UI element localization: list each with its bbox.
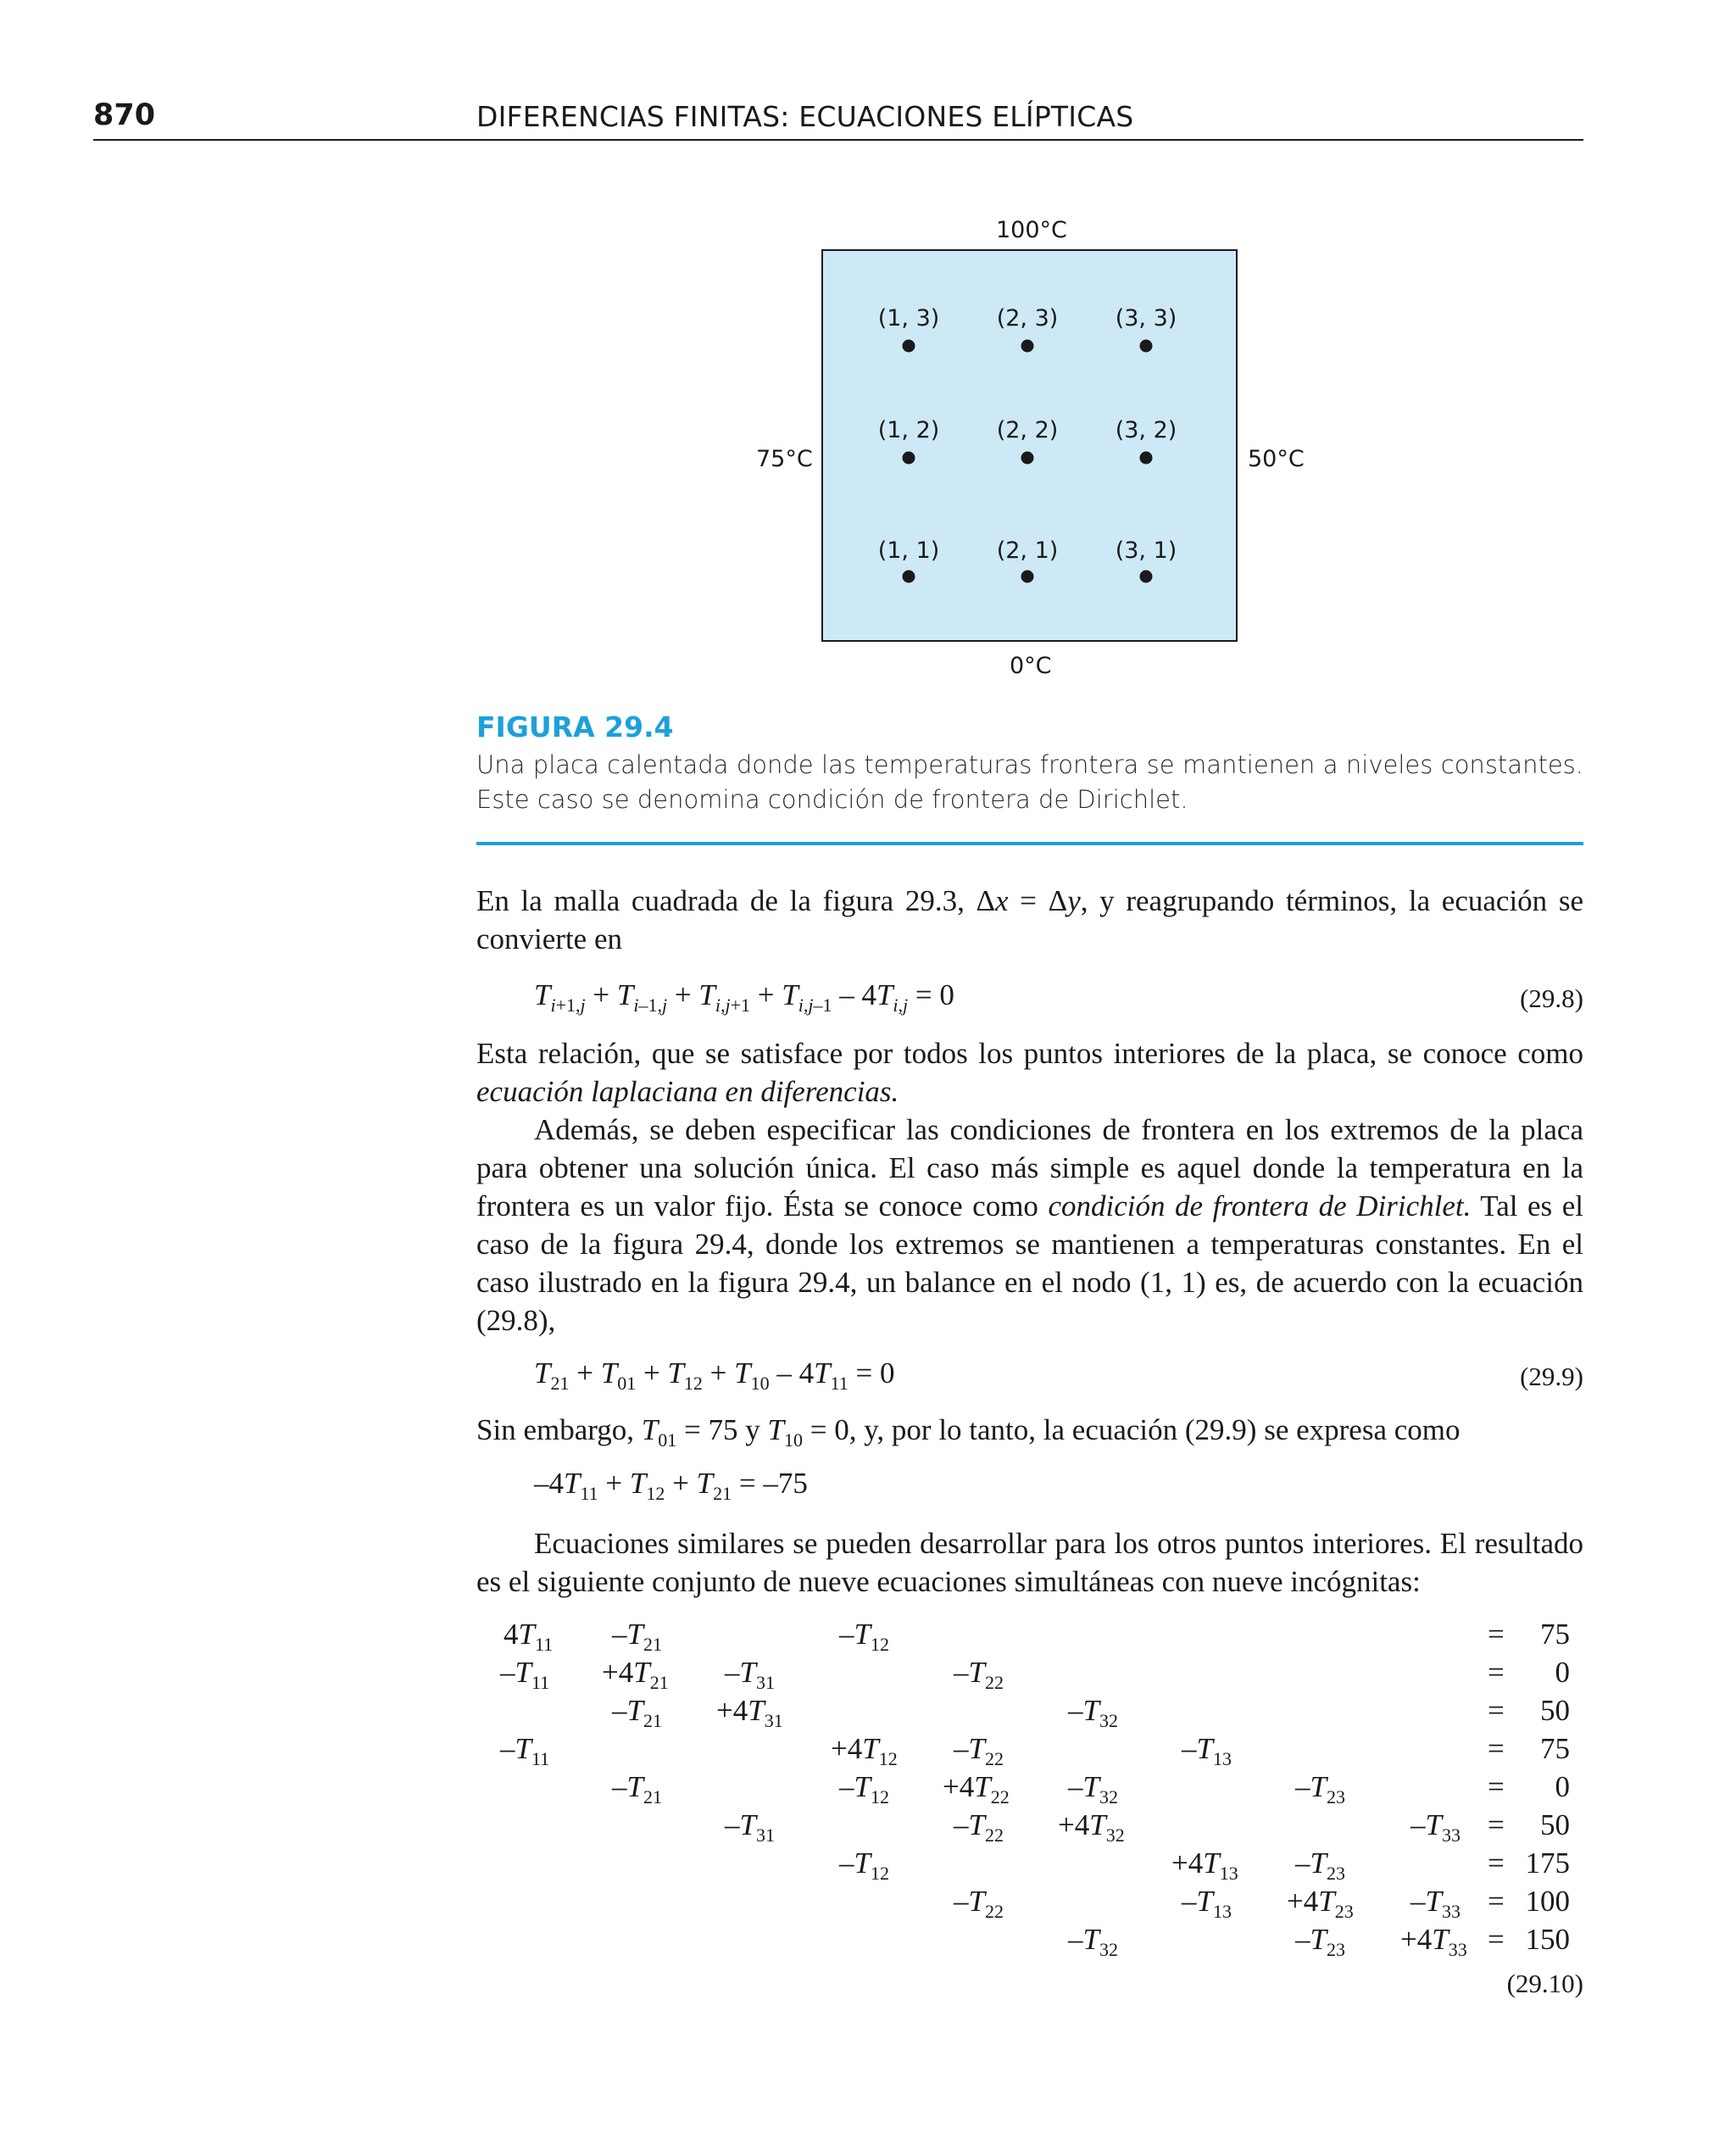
equals-sign: = [1488,1732,1505,1765]
rhs-value: 150 [1525,1923,1570,1956]
equation-number-29-9: (29.9) [1520,1362,1583,1391]
system-term: $-T_{13}$ [1182,1885,1232,1922]
node-label-3-2: (3, 2) [1115,417,1177,443]
system-term: $+4T_{21}$ [602,1656,669,1693]
system-term: $-T_{21}$ [612,1770,662,1807]
equation-number-29-8: (29.8) [1520,983,1583,1013]
rhs-value: 0 [1555,1656,1570,1689]
system-term: $+4T_{12}$ [831,1732,898,1769]
bottom-boundary-label: 0°C [1010,653,1052,679]
system-term: $-T_{31}$ [725,1656,775,1693]
system-term: $-T_{31}$ [725,1808,775,1846]
caption-divider [476,842,1583,845]
system-term: $-T_{12}$ [839,1846,889,1884]
system-term: $-T_{21}$ [612,1618,662,1655]
equation-number-29-10: (29.10) [1506,1969,1583,1998]
system-term: $-T_{23}$ [1295,1770,1345,1807]
node-dot [1140,452,1153,465]
equals-sign: = [1488,1618,1505,1651]
system-term: $-T_{12}$ [839,1770,889,1807]
equals-sign: = [1488,1694,1505,1727]
rhs-value: 75 [1540,1732,1570,1765]
node-label-3-3: (3, 3) [1115,305,1177,331]
system-term: $-T_{13}$ [1182,1732,1232,1769]
page-number: 870 [93,98,156,132]
rhs-value: 0 [1555,1770,1570,1803]
node-dot [1021,452,1034,465]
equation-29-8: $T_{i+1,j} + T_{i-1,j} + T_{i,j+1} + T_{i,j-1} - 4T_{i,j} = 0$ [534,978,954,1016]
system-term: $-T_{32}$ [1068,1923,1118,1960]
paragraph-dirichlet: Además, se deben especificar las condiciones de frontera en los extremos de la placa para obtener una solución única. El caso más simple es aquel donde la temperatura en la frontera es un valor fijo. Ésta se conoce como condición de frontera de Dirichlet. Tal es el caso de la figura 29.4, donde los extremos se mantienen a temperaturas constantes. En el caso ilustrado en la figura 29.4, un balance en el nodo (1, 1) es, de acuerdo con la ecuación (29.8), [476,1113,1583,1337]
running-head: DIFERENCIAS FINITAS: ECUACIONES ELÍPTICAS [476,100,1134,133]
right-boundary-label: 50°C [1248,446,1305,472]
figure-caption-title: FIGURA 29.4 [476,710,674,744]
node-label-1-1: (1, 1) [877,538,940,564]
system-term: $-T_{23}$ [1295,1846,1345,1884]
system-term: $-T_{12}$ [839,1618,889,1655]
rhs-value: 50 [1540,1694,1570,1727]
rhs-value: 100 [1525,1885,1570,1918]
system-term: $+4T_{22}$ [943,1770,1010,1807]
left-boundary-label: 75°C [756,446,813,472]
figure-caption-text: Una placa calentada donde las temperaturas frontera se mantienen a niveles constantes. Este caso se denomina condición de frontera de Dirichlet. [476,750,1583,814]
system-term: $-T_{32}$ [1068,1694,1118,1731]
equals-sign: = [1488,1885,1505,1918]
node-label-1-2: (1, 2) [877,417,940,443]
rhs-value: 75 [1540,1618,1570,1651]
paragraph-laplacian: Esta relación, que se satisface por todos los puntos interiores de la placa, se conoce como ecuación laplaciana en diferencias. [476,1037,1583,1108]
system-term: $-T_{11}$ [500,1732,550,1769]
node-label-2-3: (2, 3) [996,305,1059,331]
node-dot [903,571,915,583]
system-term: $+4T_{13}$ [1171,1846,1238,1884]
node-dot [1021,571,1034,583]
system-term: $-T_{23}$ [1295,1923,1345,1960]
system-term: $+4T_{32}$ [1058,1808,1125,1846]
system-term: $-T_{11}$ [500,1656,550,1693]
rhs-value: 50 [1540,1808,1570,1841]
equation-node-1-1: $-4T_{11} + T_{12} + T_{21} = -75$ [534,1467,808,1504]
system-term: $+4T_{33}$ [1400,1923,1467,1960]
equals-sign: = [1488,1923,1505,1956]
paragraph-system-intro: Ecuaciones similares se pueden desarrollar para los otros puntos interiores. El resultado es el siguiente conjunto de nueve ecuaciones simultáneas con nueve incógnitas: [476,1527,1583,1598]
system-term: $-T_{33}$ [1410,1808,1461,1846]
node-dot [1140,571,1153,583]
system-term: $-T_{21}$ [612,1694,662,1731]
paragraph-intro: En la malla cuadrada de la figura 29.3, Δx = Δy, y reagrupando términos, la ecuación se convierte en [476,884,1584,955]
system-term: $-T_{22}$ [954,1885,1004,1922]
paragraph-substitution: Sin embargo, $T_{01} = 75$ y $T_{10} = 0$, y, por lo tanto, la ecuación (29.9) se expresa como [476,1413,1461,1451]
equals-sign: = [1488,1846,1505,1880]
top-boundary-label: 100°C [996,217,1067,243]
system-term: $+4T_{23}$ [1287,1885,1354,1922]
node-label-3-1: (3, 1) [1115,538,1177,564]
node-dot [903,340,915,353]
equals-sign: = [1488,1656,1505,1689]
equals-sign: = [1488,1770,1505,1803]
system-term: $4T_{11}$ [504,1618,554,1655]
equation-29-9: $T_{21} + T_{01} + T_{12} + T_{10} - 4T_{11} = 0$ [534,1356,895,1394]
node-dot [1021,340,1034,353]
system-term: $+4T_{31}$ [716,1694,783,1731]
rhs-value: 175 [1525,1846,1570,1880]
system-term: $-T_{33}$ [1410,1885,1461,1922]
equals-sign: = [1488,1808,1505,1841]
system-term: $-T_{32}$ [1068,1770,1118,1807]
node-label-1-3: (1, 3) [877,305,940,331]
system-term: $-T_{22}$ [954,1732,1004,1769]
system-term: $-T_{22}$ [954,1656,1004,1693]
node-dot [1140,340,1153,353]
node-label-2-2: (2, 2) [996,417,1059,443]
node-label-2-1: (2, 1) [996,538,1059,564]
system-term: $-T_{22}$ [954,1808,1004,1846]
figure-29-4 [0,0,1736,695]
node-dot [903,452,915,465]
